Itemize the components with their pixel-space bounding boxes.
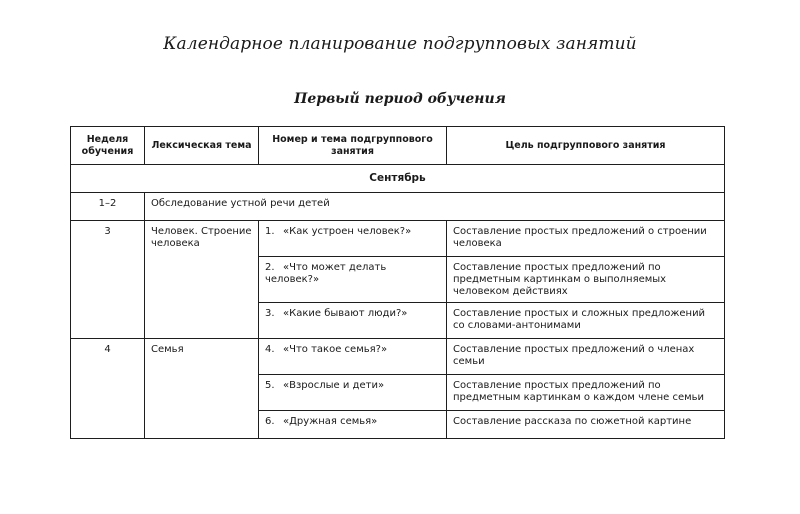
lesson-title: «Дружная семья» — [283, 416, 378, 427]
lesson-number: 3. — [265, 308, 275, 319]
page-title: Календарное планирование подгрупповых занятий — [163, 34, 637, 54]
lesson-title: «Как устроен человек?» — [283, 226, 412, 237]
table-row — [71, 221, 725, 257]
lesson-goal: Составление простых предложений по предметным картинкам о выполняемых человеком действиях — [447, 257, 725, 303]
lesson-goal: Составление простых предложений о строении человека — [447, 221, 725, 257]
survey-week: 1–2 — [71, 193, 145, 221]
survey-text: Обследование устной речи детей — [145, 193, 725, 221]
lesson-goal: Составление простых предложений по предметным картинкам о каждом члене семьи — [447, 375, 725, 411]
month-label: Сентябрь — [71, 165, 725, 193]
lesson-number: 2. — [265, 262, 275, 273]
header-goal: Цель подгруппового занятия — [447, 127, 725, 165]
lesson-cell — [259, 411, 447, 439]
lesson-cell — [259, 257, 447, 303]
lesson-number: 5. — [265, 380, 275, 391]
lesson-number: 4. — [265, 344, 275, 355]
lesson-cell — [259, 339, 447, 375]
month-row — [71, 165, 725, 193]
lexical-topic: Человек. Строение человека — [145, 221, 259, 339]
lesson-number: 6. — [265, 416, 275, 427]
header-topic: Лексическая тема — [145, 127, 259, 165]
lesson-title: «Взрослые и дети» — [283, 380, 385, 391]
lesson-title: «Что такое семья?» — [283, 344, 388, 355]
lesson-number: 1. — [265, 226, 275, 237]
lesson-goal: Составление простых и сложных предложений со словами-антонимами — [447, 303, 725, 339]
lesson-cell — [259, 375, 447, 411]
lesson-cell — [259, 221, 447, 257]
lexical-topic: Семья — [145, 339, 259, 439]
header-lesson: Номер и тема подгруппового занятия — [259, 127, 447, 165]
week-number: 3 — [71, 221, 145, 339]
lesson-title: «Что может делать человек?» — [265, 262, 387, 285]
planning-table — [70, 126, 725, 439]
table-header-row — [71, 127, 725, 165]
section-title: Первый период обучения — [294, 91, 506, 107]
header-week: Неделя обучения — [71, 127, 145, 165]
lesson-title: «Какие бывают люди?» — [283, 308, 408, 319]
table-row — [71, 339, 725, 375]
lesson-goal: Составление рассказа по сюжетной картине — [447, 411, 725, 439]
lesson-goal: Составление простых предложений о членах семьи — [447, 339, 725, 375]
survey-row — [71, 193, 725, 221]
week-number: 4 — [71, 339, 145, 439]
lesson-cell — [259, 303, 447, 339]
